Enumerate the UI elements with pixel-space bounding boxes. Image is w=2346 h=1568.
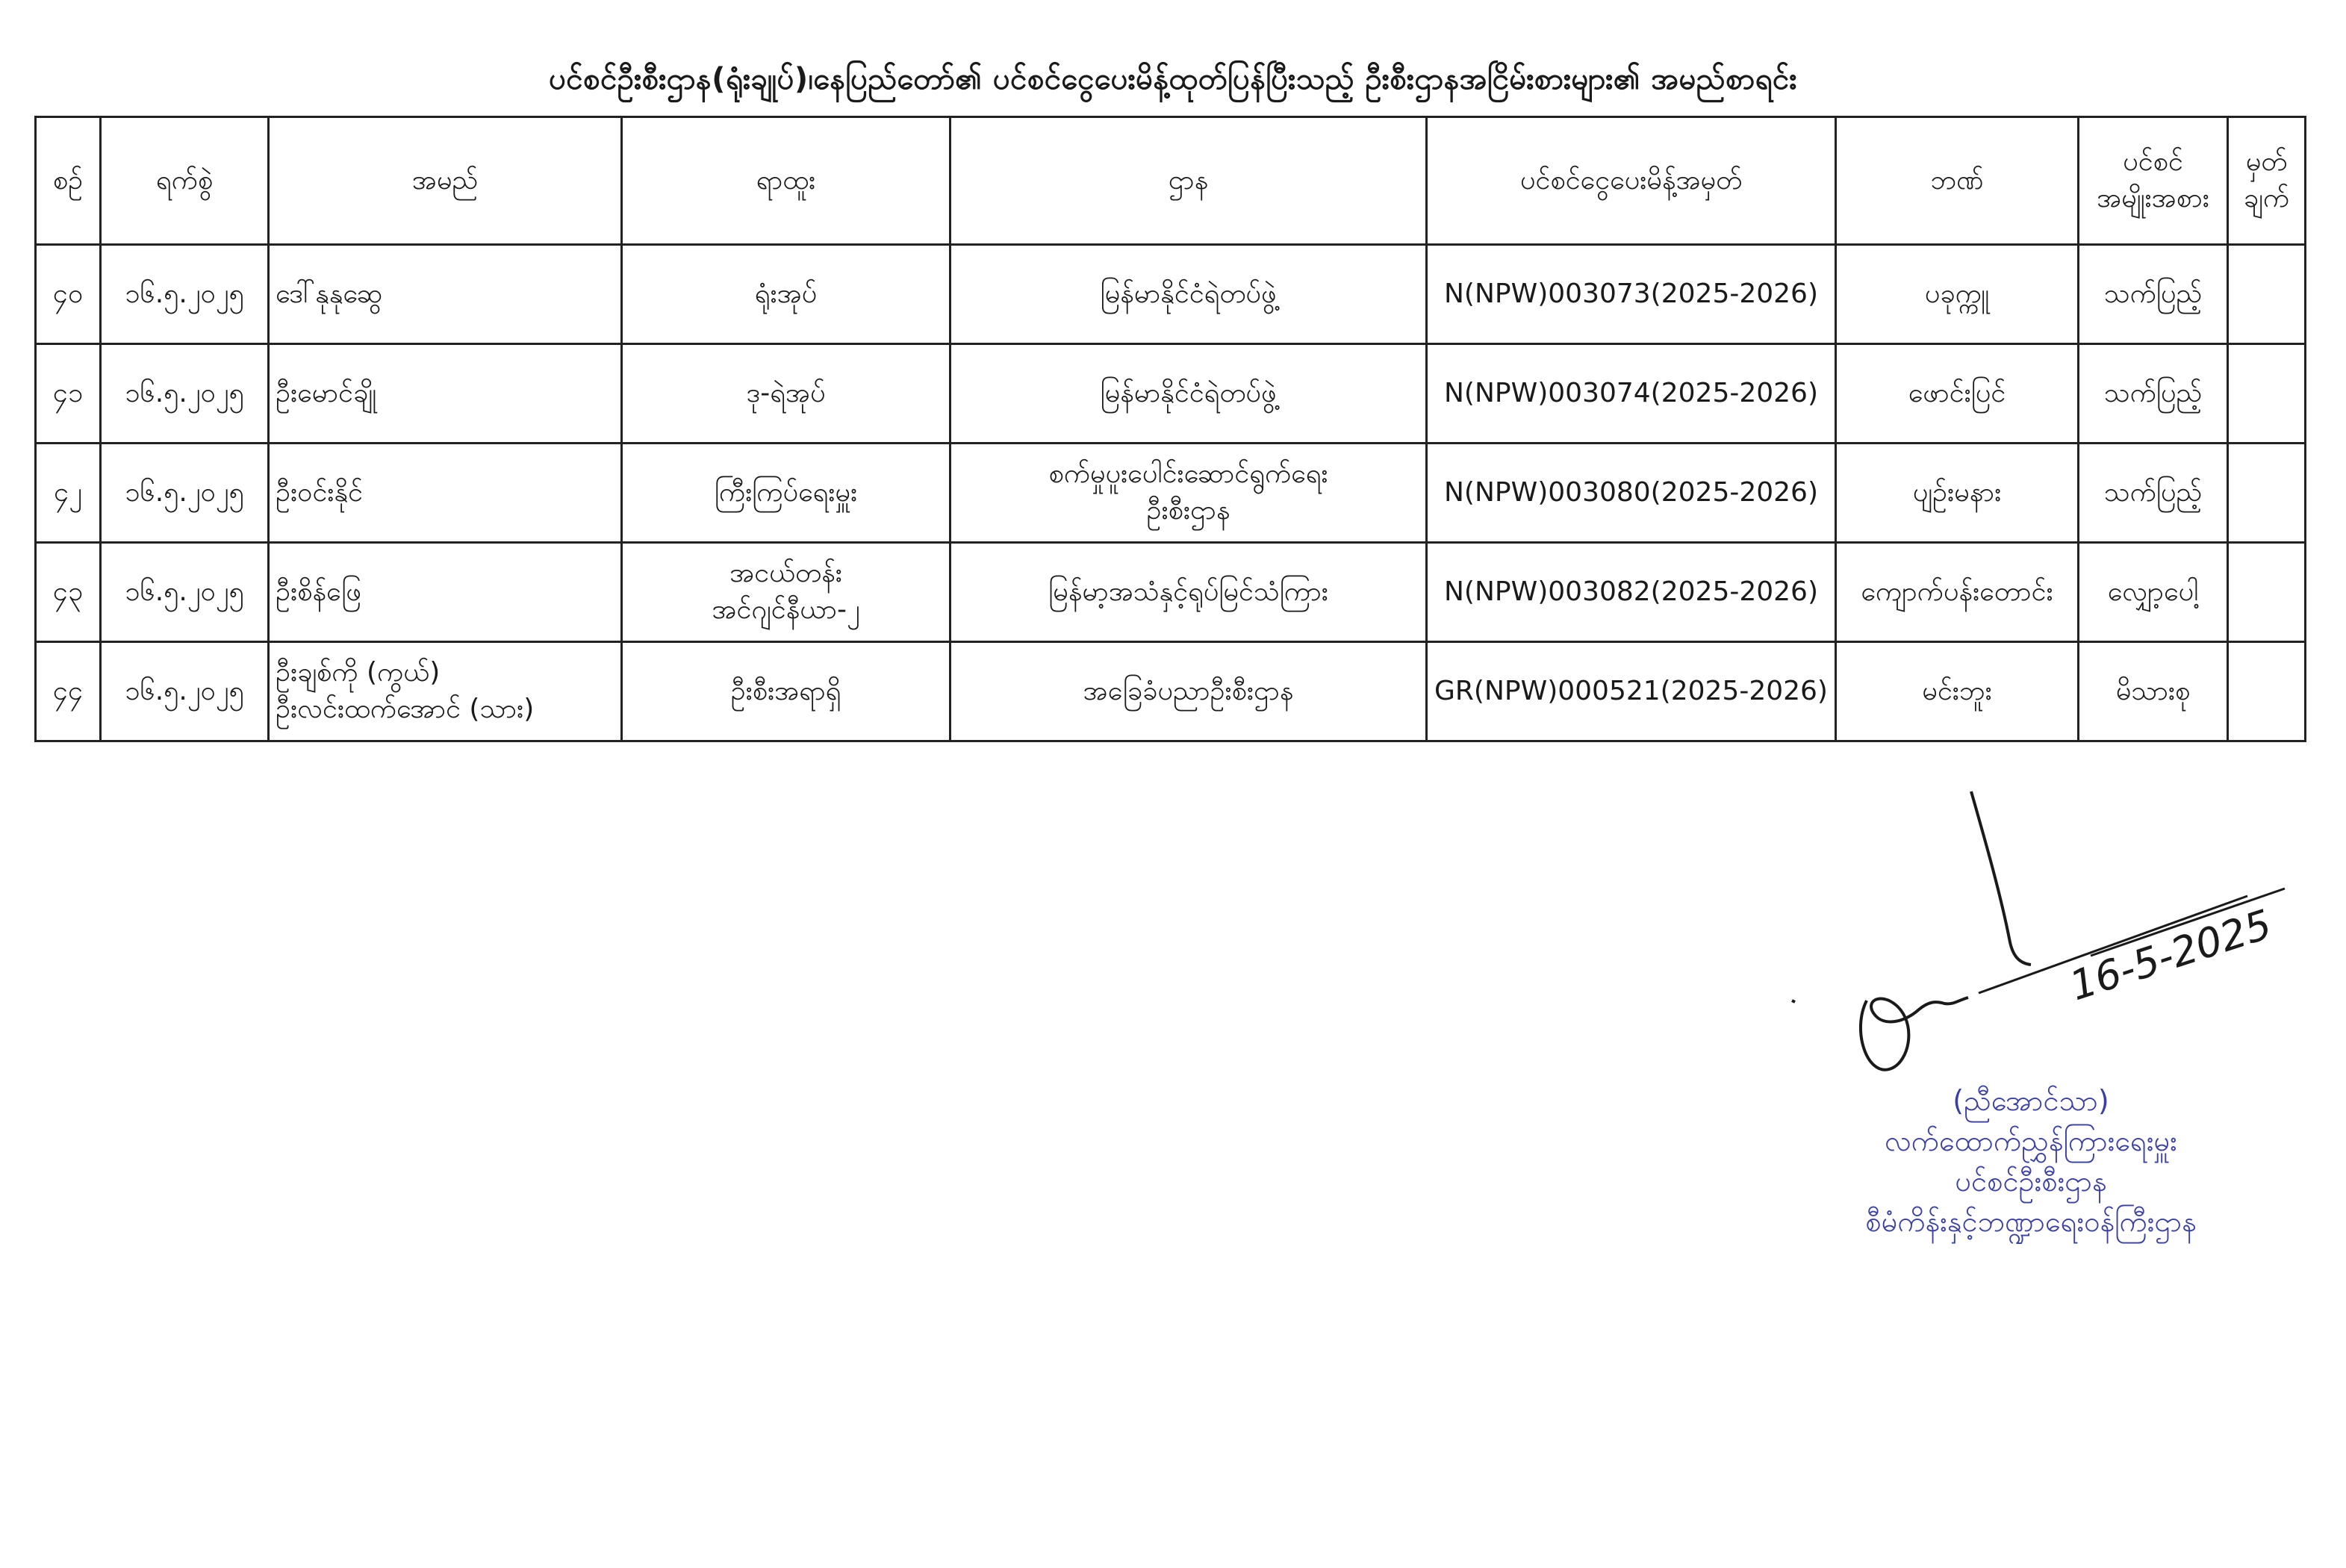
cell-name xyxy=(269,444,622,543)
cell-pension-order: N(NPW)003080(2025-2026) xyxy=(1427,444,1836,543)
cell-no: ၄၃ xyxy=(36,543,101,642)
table-header-row xyxy=(36,117,2306,245)
pensioner-table xyxy=(34,116,2306,742)
cell-department-line: မြန်မာ့အသံနှင့်ရုပ်မြင်သံကြား xyxy=(1048,576,1328,607)
header-pension-type-line1: ပင်စင် xyxy=(2123,146,2183,178)
header-name: အမည် xyxy=(269,117,622,245)
header-no: စဉ် xyxy=(36,117,101,245)
cell-bank: ကျောက်ပန်းတောင်း xyxy=(1836,543,2079,642)
cell-department-line: မြန်မာနိုင်ငံရဲတပ်ဖွဲ့ xyxy=(1100,377,1277,408)
officer-department: ပင်စင်ဦးစီးဌာန xyxy=(1955,1164,2107,1198)
cell-department-line: မြန်မာနိုင်ငံရဲတပ်ဖွဲ့ xyxy=(1100,278,1277,309)
cell-name-line: ဒေါ်နုနုဆွေ xyxy=(276,278,383,309)
cell-rank xyxy=(622,642,950,741)
cell-department xyxy=(950,543,1427,642)
header-bank: ဘဏ် xyxy=(1836,117,2079,245)
cell-remark xyxy=(2228,642,2306,741)
cell-pension-order: GR(NPW)000521(2025-2026) xyxy=(1427,642,1836,741)
cell-department xyxy=(950,245,1427,344)
cell-date: ၁၆.၅.၂၀၂၅ xyxy=(101,642,269,741)
cell-remark xyxy=(2228,543,2306,642)
cell-pension-type: သက်ပြည့် xyxy=(2079,444,2228,543)
document-title: ပင်စင်ဦးစီးဌာန(ရုံးချုပ်)၊နေပြည်တော်၏ ပင်စင်ငွေပေးမိန့်ထုတ်ပြန်ပြီးသည့် ဦးစီးဌာနအငြိမ်းစားများ၏ အမည်စာရင်း xyxy=(549,62,1797,96)
cell-name xyxy=(269,543,622,642)
cell-name-line: ဦးဝင်းနိုင် xyxy=(276,476,363,508)
officer-block xyxy=(1643,1081,2346,1242)
cell-department xyxy=(950,344,1427,444)
cell-rank-line: အငယ်တန်း xyxy=(729,558,842,589)
table-row xyxy=(36,642,2306,741)
cell-remark xyxy=(2228,344,2306,444)
cell-bank: ပျဉ်းမနား xyxy=(1836,444,2079,543)
cell-date: ၁၆.၅.၂၀၂၅ xyxy=(101,245,269,344)
cell-name-line: ဦးစိန်ဖြေ xyxy=(276,576,361,607)
table-row xyxy=(36,245,2306,344)
table-row xyxy=(36,543,2306,642)
table-row xyxy=(36,344,2306,444)
cell-pension-order: N(NPW)003082(2025-2026) xyxy=(1427,543,1836,642)
cell-rank xyxy=(622,344,950,444)
cell-name xyxy=(269,642,622,741)
cell-department-line: ဦးစီးဌာန xyxy=(1146,495,1230,526)
cell-pension-type: သက်ပြည့် xyxy=(2079,245,2228,344)
officer-ministry: စီမံကိန်းနှင့်ဘဏ္ဍာရေးဝန်ကြီးဌာန xyxy=(1865,1204,2197,1238)
cell-name xyxy=(269,344,622,444)
cell-no: ၄၁ xyxy=(36,344,101,444)
cell-pension-type: မိသားစု xyxy=(2079,642,2228,741)
header-remark-line1: မှတ် xyxy=(2245,146,2288,178)
cell-rank xyxy=(622,245,950,344)
cell-name-line: ဦးလင်းထက်အောင် (သား) xyxy=(276,694,535,724)
cell-name-line: ဦးချစ်ကို (ကွယ်) xyxy=(276,657,441,688)
cell-no: ၄၄ xyxy=(36,642,101,741)
cell-pension-type: သက်ပြည့် xyxy=(2079,344,2228,444)
cell-bank: မင်းဘူး xyxy=(1836,642,2079,741)
cell-rank-line: အင်ဂျင်နီယာ-၂ xyxy=(712,594,860,625)
cell-rank xyxy=(622,543,950,642)
cell-remark xyxy=(2228,245,2306,344)
cell-pension-type: လျှော့ပေါ့ xyxy=(2079,543,2228,642)
cell-rank-line: ရုံးအုပ် xyxy=(754,278,818,309)
cell-department-line: အခြေခံပညာဦးစီးဌာန xyxy=(1083,675,1294,706)
officer-name: (ညီအောင်သာ) xyxy=(1953,1084,2109,1117)
cell-rank-line: ကြီးကြပ်ရေးမှူး xyxy=(714,476,858,508)
cell-pension-order: N(NPW)003073(2025-2026) xyxy=(1427,245,1836,344)
cell-rank-line: ဦးစီးအရာရှိ xyxy=(730,675,841,706)
cell-remark xyxy=(2228,444,2306,543)
cell-date: ၁၆.၅.၂၀၂၅ xyxy=(101,444,269,543)
cell-department xyxy=(950,642,1427,741)
header-remark xyxy=(2228,117,2306,245)
cell-department-line: စက်မှုပူးပေါင်းဆောင်ရွက်ရေး xyxy=(1048,458,1328,490)
cell-department xyxy=(950,444,1427,543)
cell-name xyxy=(269,245,622,344)
cell-no: ၄၂ xyxy=(36,444,101,543)
signature-date: 16-5-2025 xyxy=(2064,900,2277,1010)
signature-block xyxy=(1762,777,2300,1098)
cell-no: ၄၀ xyxy=(36,245,101,344)
cell-bank: ပခုက္ကူ xyxy=(1836,245,2079,344)
table-row xyxy=(36,444,2306,543)
header-remark-line2: ချက် xyxy=(2243,183,2290,214)
header-rank: ရာထူး xyxy=(622,117,950,245)
header-pension-order: ပင်စင်ငွေပေးမိန့်အမှတ် xyxy=(1427,117,1836,245)
cell-rank-line: ဒု-ရဲအုပ် xyxy=(746,377,826,408)
handwritten-signature xyxy=(1762,777,2300,1098)
header-pension-type-line2: အမျိုးအစား xyxy=(2097,183,2209,214)
header-department: ဌာန xyxy=(950,117,1427,245)
header-pension-type xyxy=(2079,117,2228,245)
cell-rank xyxy=(622,444,950,543)
cell-date: ၁၆.၅.၂၀၂၅ xyxy=(101,543,269,642)
cell-name-line: ဦးမောင်ချို xyxy=(276,377,377,408)
header-date: ရက်စွဲ xyxy=(101,117,269,245)
officer-position: လက်ထောက်ညွှန်ကြားရေးမှူး xyxy=(1885,1124,2177,1157)
cell-pension-order: N(NPW)003074(2025-2026) xyxy=(1427,344,1836,444)
cell-bank: ဖောင်းပြင် xyxy=(1836,344,2079,444)
cell-date: ၁၆.၅.၂၀၂၅ xyxy=(101,344,269,444)
